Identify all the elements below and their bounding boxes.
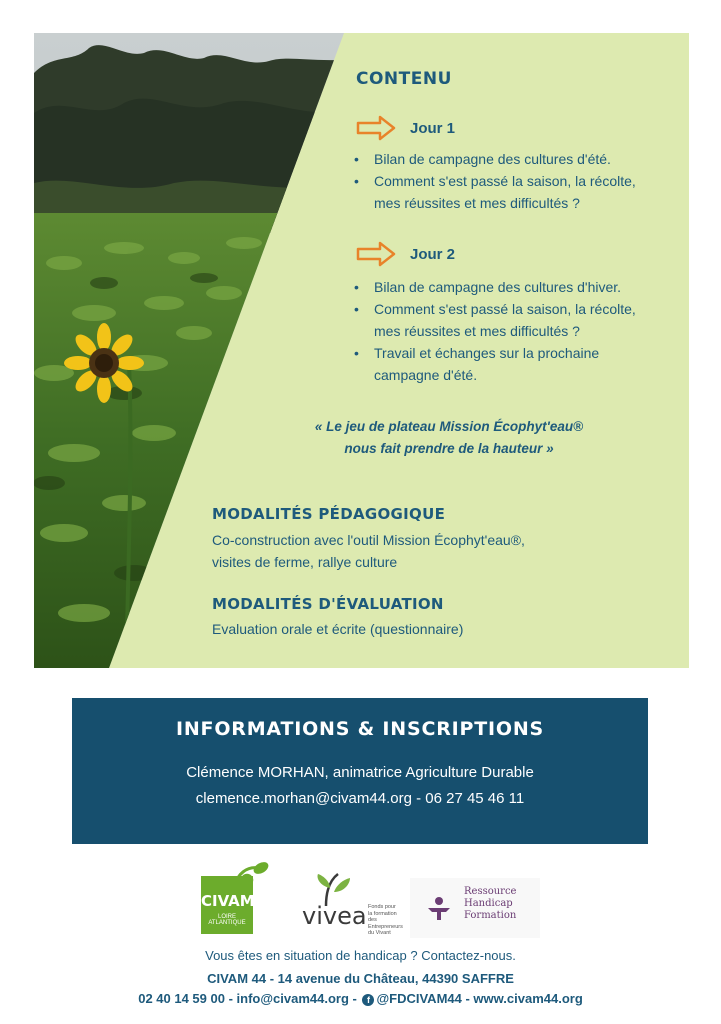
vivea-desc-line: du Vivant (368, 930, 391, 936)
arrow-right-icon (356, 241, 396, 267)
rhf-logo (410, 878, 540, 938)
vivea-desc-line: Fonds pour (368, 904, 396, 910)
list-item: • Bilan de campagne des cultures d'hiver. (354, 276, 684, 298)
list-item: campagne d'été. (374, 367, 478, 383)
civam-name: CIVAM (201, 892, 255, 910)
contenu-title: CONTENU (356, 69, 452, 89)
list-item: • Comment s'est passé la saison, la récolte, (354, 298, 684, 320)
day2-header (356, 241, 455, 267)
list-item: • Bilan de campagne des cultures d'été. (354, 148, 684, 170)
evaluation-title: MODALITÉS D'ÉVALUATION (212, 595, 444, 613)
vivea-desc-line: la formation (368, 910, 397, 917)
rhf-line: Ressource (464, 886, 517, 897)
facebook-handle[interactable]: @FDCIVAM44 (376, 991, 462, 1006)
rhf-text (464, 886, 516, 922)
vivea-logo (302, 872, 402, 938)
list-item: mes réussites et mes difficultés ? (374, 195, 580, 211)
info-title: INFORMATIONS & INSCRIPTIONS (175, 718, 545, 740)
quote-line2: nous fait prendre de la hauteur » (344, 441, 554, 456)
day1-list (354, 148, 684, 214)
rhf-line: Handicap (464, 898, 513, 909)
info-box (72, 698, 648, 844)
pedagogique-line2: visites de ferme, rallye culture (212, 554, 398, 570)
person-icon (424, 896, 454, 922)
list-item: mes réussites et mes difficultés ? (374, 323, 580, 339)
arrow-right-icon (356, 115, 396, 141)
pedagogique-text (212, 529, 525, 573)
day1-header (356, 115, 455, 141)
civam-sub1: LOIRE (217, 914, 236, 920)
pedagogique-title: MODALITÉS PÉDAGOGIQUE (212, 505, 446, 523)
civam-logo (201, 860, 271, 940)
vivea-desc (368, 904, 403, 937)
quote (254, 416, 644, 460)
day1-label: Jour 1 (410, 119, 456, 137)
pedagogique-line1: Co-construction avec l'outil Mission Écophyt'eau®, (212, 532, 525, 548)
civam-sub2: ATLANTIQUE (208, 920, 246, 926)
day2-label: Jour 2 (410, 245, 456, 263)
civam-box (201, 876, 253, 934)
contact-name: Clémence MORHAN, animatrice Agriculture Durable (186, 764, 534, 781)
evaluation-text: Evaluation orale et écrite (questionnaire) (212, 621, 464, 637)
contact-email-phone[interactable]: clemence.morhan@civam44.org - 06 27 45 46 11 (195, 790, 525, 807)
top-section (34, 33, 689, 668)
list-item: • Travail et échanges sur la prochaine (354, 342, 684, 364)
phone-email[interactable]: 02 40 14 59 00 - info@civam44.org - (138, 991, 357, 1006)
address: CIVAM 44 - 14 avenue du Château, 44390 SAFFRE (207, 971, 514, 986)
partner-logos (0, 860, 721, 940)
website-link[interactable]: - www.civam44.org (465, 991, 583, 1006)
handicap-notice: Vous êtes en situation de handicap ? Contactez-nous. (205, 948, 516, 963)
vivea-name: vivea (302, 902, 367, 930)
vivea-desc-line: des Entrepreneurs (368, 917, 403, 930)
rhf-line: Formation (464, 910, 517, 921)
contact-footer (0, 991, 721, 1006)
list-item: • Comment s'est passé la saison, la récolte, (354, 170, 684, 192)
day2-list (354, 276, 684, 386)
vivea-leaf-icon (314, 872, 354, 906)
quote-line1: « Le jeu de plateau Mission Écophyt'eau® (314, 419, 584, 434)
facebook-icon: f (362, 994, 374, 1006)
